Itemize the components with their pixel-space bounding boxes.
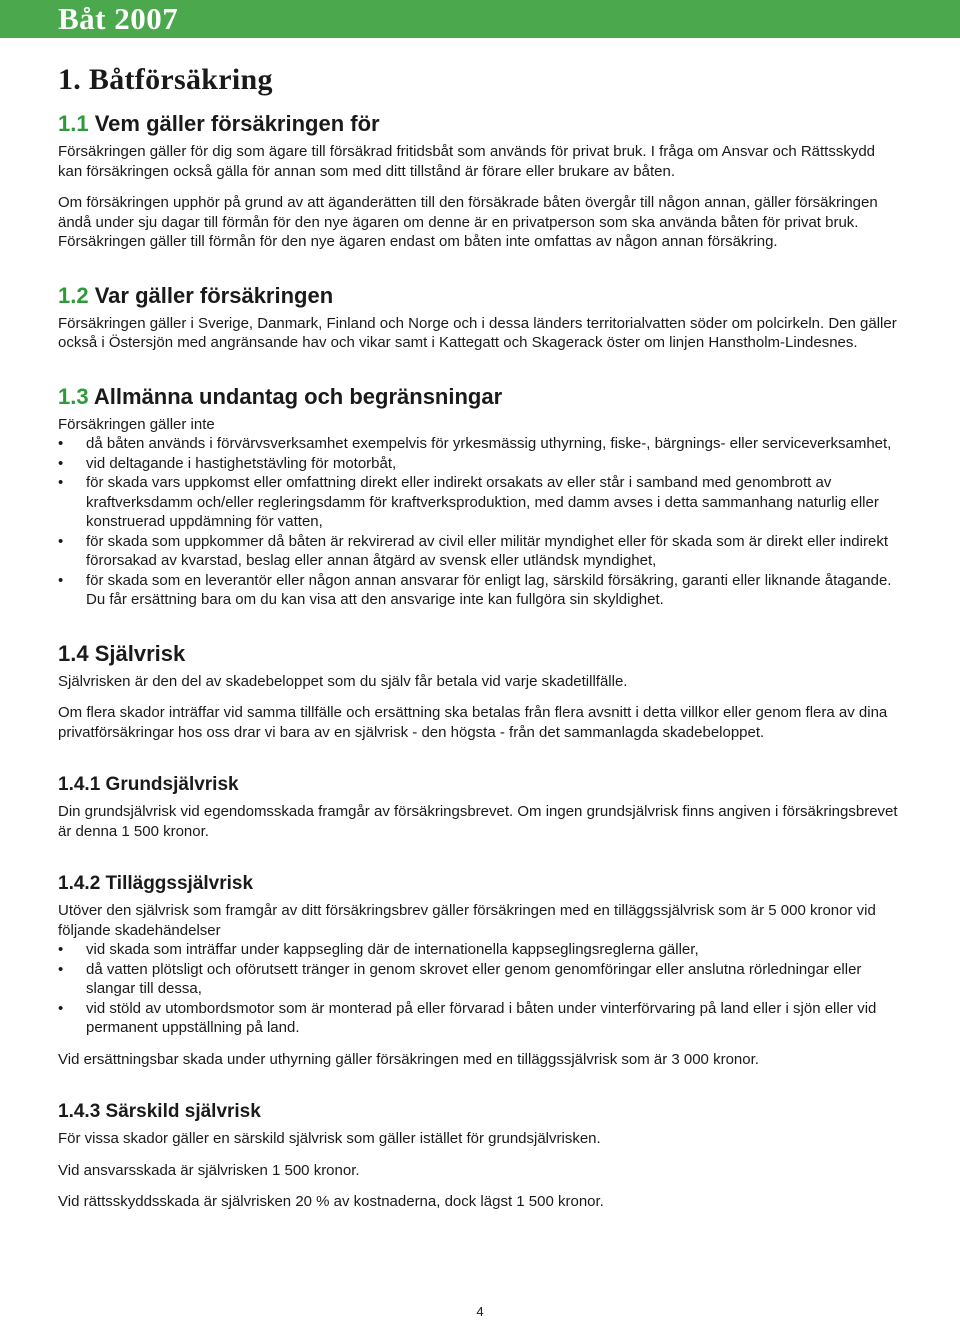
list-item <box>58 532 903 571</box>
list-item <box>58 473 903 532</box>
paragraph: För vissa skador gäller en särskild självrisk som gäller istället för grundsjälvrisken. <box>58 1130 601 1147</box>
section-1-4-1-heading: 1.4.1 Grundsjälvrisk <box>58 774 239 795</box>
paragraph: Om flera skador inträffar vid samma tillfälle och ersättning ska betalas från flera avsnitt i detta villkor eller genom flera av dina privatförsäkringar hos oss drar vi bara av en självrisk - den högsta - från det sammanlagda skadebeloppet. <box>58 704 888 741</box>
exclusions-list <box>58 434 903 610</box>
paragraph: Vid ersättningsbar skada under uthyrning gäller försäkringen med en tilläggssjälvrisk som är 3 000 kronor. <box>58 1050 759 1068</box>
header-title: Båt 2007 <box>58 1 179 36</box>
list-item <box>58 999 903 1038</box>
list-item <box>58 960 903 999</box>
list-item-text: då vatten plötsligt och oförutsett tränger in genom skrovet eller genom genomföringar eller anslutna rörledningar eller slangar till dessa, <box>86 960 862 997</box>
section-1-3-heading <box>58 383 903 411</box>
section-title: Var gäller försäkringen <box>94 282 334 308</box>
extra-deductible-list <box>58 940 903 1038</box>
bullet-icon: • <box>58 474 64 491</box>
section-1-2-heading <box>58 282 903 310</box>
section-1-4-3-heading: 1.4.3 Särskild självrisk <box>58 1101 261 1122</box>
paragraph: Självrisken är den del av skadebeloppet som du själv får betala vid varje skadetillfälle. <box>58 672 628 690</box>
bullet-icon: • <box>58 571 64 589</box>
section-1-4-2-heading: 1.4.2 Tilläggssjälvrisk <box>58 873 254 894</box>
paragraph: Försäkringen gäller för dig som ägare till försäkrad fritidsbåt som används för privat bruk. I fråga om Ansvar och Rättsskydd kan försäkringen också gälla för annan som med ditt tillstånd är förare eller brukare av båten. <box>58 143 876 180</box>
section-number: 1.1 <box>58 111 89 136</box>
list-item <box>58 940 903 960</box>
bullet-icon: • <box>58 435 64 452</box>
bullet-icon: • <box>58 960 64 978</box>
header-banner <box>0 0 960 38</box>
paragraph: Om försäkringen upphör på grund av att äganderätten till den försäkrade båten övergår till någon annan, gäller försäkringen ändå under sju dagar till förmån för den nye ägaren om denne är en privatperson som ska använda båten för privat bruk. Försäkringen gäller till förmån för den nye ägaren endast om båten inte omfattas av någon annan försäkring. <box>58 194 878 250</box>
list-item-text: för skada som en leverantör eller någon annan ansvarar för enligt lag, särskild försäkring, garanti eller liknande åtagande. Du får ersättning bara om du kan visa att den ansvarige inte kan fullgöra sin skyldighet. <box>86 571 892 608</box>
list-item-text: för skada vars uppkomst eller omfattning direkt eller indirekt orsakats av eller står i samband med genombrott av kraftverksdamm och/eller regleringsdamm för kraftverksproduktion, med damm avses i detta sammanhang naturlig eller konstruerad uppdämning för vatten, <box>86 474 879 530</box>
bullet-icon: • <box>58 532 64 550</box>
bullet-icon: • <box>58 999 64 1017</box>
list-intro: Försäkringen gäller inte <box>58 415 215 433</box>
section-number: 1.3 <box>58 383 89 409</box>
paragraph: Din grundsjälvrisk vid egendomsskada framgår av försäkringsbrevet. Om ingen grundsjälvrisk finns angiven i försäkringsbrevet är denna 1 500 kronor. <box>58 803 898 840</box>
document-body <box>58 60 903 1212</box>
list-intro: Utöver den självrisk som framgår av ditt försäkringsbrev gäller försäkringen med en tilläggssjälvrisk som är 5 000 kronor vid följande skadehändelser <box>58 902 876 939</box>
paragraph: Vid ansvarsskada är självrisken 1 500 kronor. <box>58 1161 360 1179</box>
section-title: Allmänna undantag och begränsningar <box>93 383 503 409</box>
list-item-text: vid deltagande i hastighetstävling för motorbåt, <box>86 454 397 472</box>
list-item <box>58 454 903 474</box>
chapter-title: 1. Båtförsäkring <box>58 63 273 96</box>
paragraph: Vid rättsskyddsskada är självrisken 20 % av kostnaderna, dock lägst 1 500 kronor. <box>58 1193 604 1210</box>
section-number: 1.2 <box>58 282 89 308</box>
list-item <box>58 571 903 610</box>
section-title: Vem gäller försäkringen för <box>94 111 380 136</box>
section-1-4-heading: 1.4 Självrisk <box>58 640 186 666</box>
section-1-1-heading <box>58 110 903 138</box>
bullet-icon: • <box>58 454 64 472</box>
list-item-text: vid stöld av utombordsmotor som är monterad på eller förvarad i båten under vinterförvaring på land eller i sjön eller vid permanent uppställning på land. <box>86 999 877 1036</box>
list-item <box>58 434 903 454</box>
list-item-text: då båten används i förvärvsverksamhet exempelvis för yrkesmässig uthyrning, fiske-, bärgnings- eller serviceverksamhet, <box>86 435 892 452</box>
list-item-text: för skada som uppkommer då båten är rekvirerad av civil eller militär myndighet eller för skada som är direkt eller indirekt förorsakad av kvarstad, beslag eller annan åtgärd av svensk eller utländsk myndighet, <box>86 532 888 569</box>
bullet-icon: • <box>58 941 64 958</box>
page-number: 4 <box>476 1304 484 1319</box>
list-item-text: vid skada som inträffar under kappsegling där de internationella kappseglingsreglerna gäller, <box>86 941 699 958</box>
paragraph: Försäkringen gäller i Sverige, Danmark, Finland och Norge och i dessa länders territorialvatten söder om polcirkeln. Den gäller också i Östersjön med angränsande hav och vikar samt i Kattegatt och Skagerack öster om linjen Hanstholm-Lindesnes. <box>58 314 897 351</box>
